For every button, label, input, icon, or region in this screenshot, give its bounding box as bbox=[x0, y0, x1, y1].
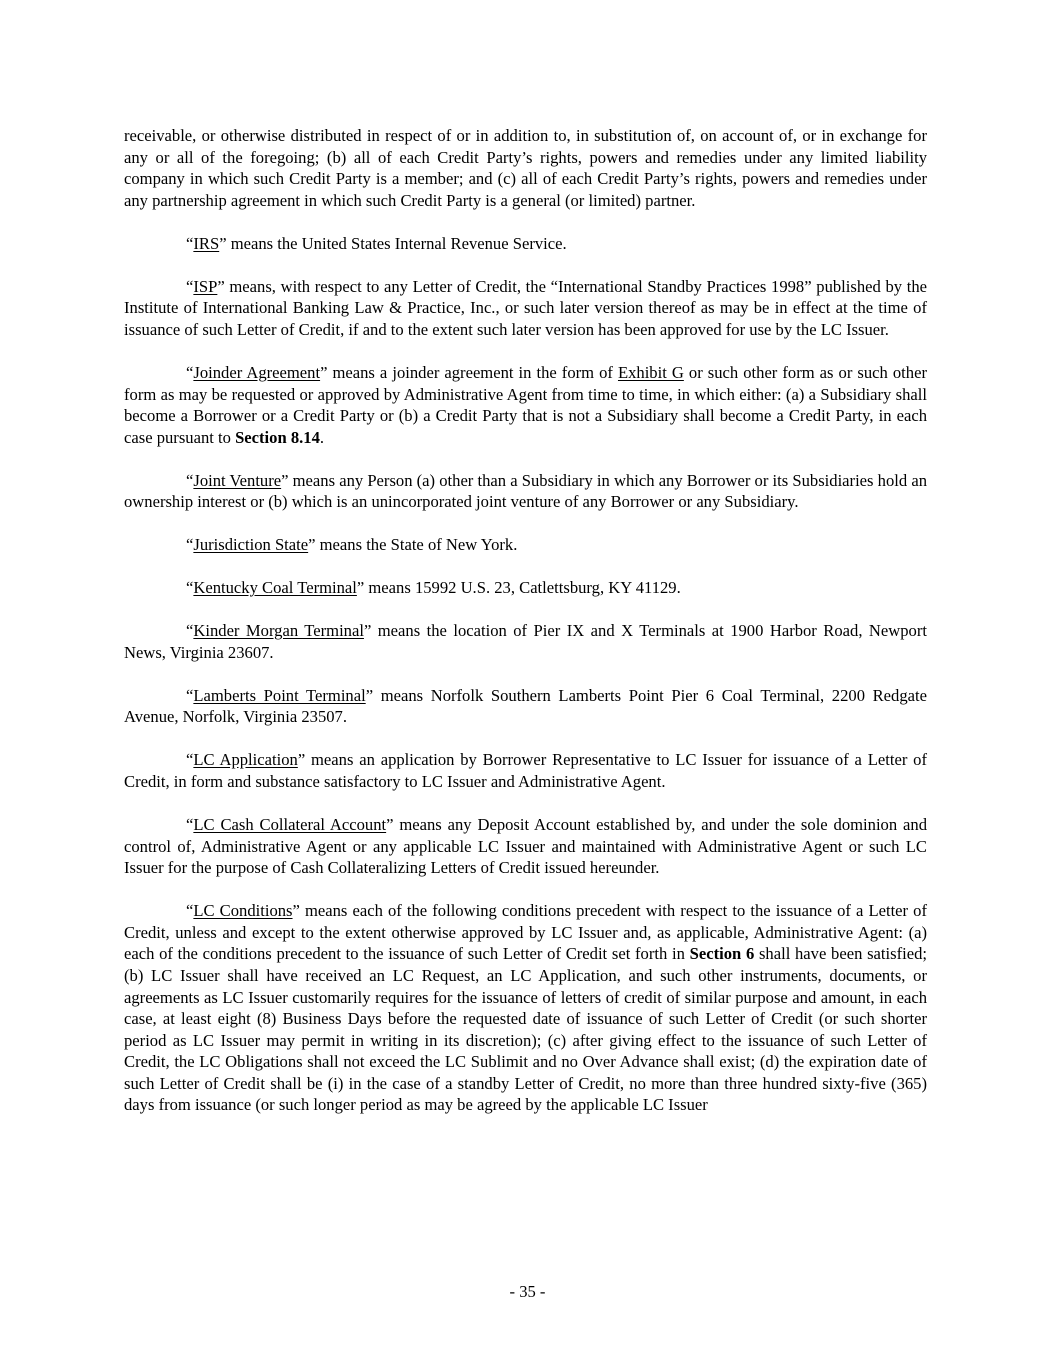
definition-kinder-morgan-terminal: “Kinder Morgan Terminal” means the location of Pier IX and X Terminals at 1900 Harbor Road, Newport News, Virginia 23607. bbox=[124, 621, 927, 662]
defined-term: LC Conditions bbox=[193, 901, 293, 921]
defined-term: Joinder Agreement bbox=[193, 362, 321, 382]
definition-joinder-agreement: “Joinder Agreement” means a joinder agreement in the form of Exhibit G or such other form as or such other form as may be requested or approved by Administrative Agent from time to time, in which either: (a) a Subsidiary shall become a Borrower or a Credit Party or (b) a Credit Party that is not a Subsidiary shall become a Credit Party, in each case pursuant to Section 8.14. bbox=[124, 362, 927, 447]
defined-term: ISP bbox=[193, 276, 218, 296]
section-reference: Section 8.14 bbox=[235, 427, 320, 447]
definition-irs: “IRS” means the United States Internal Revenue Service. bbox=[186, 233, 567, 253]
page-number: - 35 - bbox=[509, 1282, 546, 1301]
defined-term: IRS bbox=[193, 233, 220, 253]
defined-term: Kentucky Coal Terminal bbox=[193, 578, 357, 598]
defined-term: Jurisdiction State bbox=[193, 535, 309, 555]
definition-lamberts-point-terminal: “Lamberts Point Terminal” means Norfolk Southern Lamberts Point Pier 6 Coal Terminal, 2200 Redgate Avenue, Norfolk, Virginia 23507. bbox=[124, 685, 927, 727]
definition-isp: “ISP” means, with respect to any Letter of Credit, the “International Standby Practices 1998” published by the Institute of International Banking Law & Practice, Inc., or such later version thereof as may be in effect at the time of issuance of such Letter of Credit, if and to the extent such later version has been approved for use by the LC Issuer. bbox=[124, 276, 927, 339]
definition-lc-cash-collateral-account: “LC Cash Collateral Account” means any Deposit Account established by, and under the sole dominion and control of, Administrative Agent or any applicable LC Issuer and maintained with Administrative Agent or such LC Issuer for the purpose of Cash Collateralizing Letters of Credit issued hereunder. bbox=[124, 814, 927, 878]
defined-term: LC Application bbox=[193, 750, 298, 770]
section-reference: Section 6 bbox=[689, 944, 755, 964]
definition-lc-application: “LC Application” means an application by Borrower Representative to LC Issuer for issuance of a Letter of Credit, in form and substance satisfactory to LC Issuer and Administrative Agent. bbox=[124, 750, 927, 791]
defined-term: Kinder Morgan Terminal bbox=[193, 621, 364, 641]
definition-joint-venture: “Joint Venture” means any Person (a) other than a Subsidiary in which any Borrower or its Subsidiaries hold an ownership interest or (b) which is an unincorporated joint venture of any Borrower or any Subsidiary. bbox=[124, 470, 927, 512]
defined-term: Lamberts Point Terminal bbox=[193, 685, 366, 705]
defined-term: LC Cash Collateral Account bbox=[193, 814, 387, 834]
continuation-paragraph: receivable, or otherwise distributed in respect of or in addition to, in substitution of, on account of, or in exchange for any or all of the foregoing; (b) all of each Credit Party’s rights, powers and remedies under any limited liability company in which such Credit Party is a member; and (c) all of each Credit Party’s rights, powers and remedies under any partnership agreement in which such Credit Party is a general (or limited) partner. bbox=[124, 126, 927, 210]
document-page bbox=[124, 125, 927, 1116]
exhibit-reference: Exhibit G bbox=[617, 362, 684, 382]
definition-jurisdiction-state: “Jurisdiction State” means the State of New York. bbox=[186, 535, 518, 555]
definition-lc-conditions: “LC Conditions” means each of the following conditions precedent with respect to the issuance of a Letter of Credit, unless and except to the extent otherwise approved by LC Issuer and, as applicable, Administrative Agent: (a) each of the conditions precedent to the issuance of such Letter of Credit set forth in Section 6 shall have been satisfied; (b) LC Issuer shall have received an LC Request, an LC Application, and such other instruments, documents, or agreements as LC Issuer customarily requires for the issuance of letters of credit of similar purpose and amount, in each case, at least eight (8) Business Days before the requested date of issuance of such Letter of Credit (or such shorter period as LC Issuer may permit in writing in its discretion); (c) after giving effect to the issuance of such Letter of Credit, the LC Obligations shall not exceed the LC Sublimit and no Over Advance shall exist; (d) the expiration date of such Letter of Credit shall be (i) in the case of a standby Letter of Credit, no more than three hundred sixty-five (365) days from issuance (or such longer period as may be agreed by the applicable LC Issuer bbox=[124, 901, 927, 1115]
defined-term: Joint Venture bbox=[193, 470, 282, 490]
definition-kentucky-coal-terminal: “Kentucky Coal Terminal” means 15992 U.S. 23, Catlettsburg, KY 41129. bbox=[186, 578, 681, 598]
